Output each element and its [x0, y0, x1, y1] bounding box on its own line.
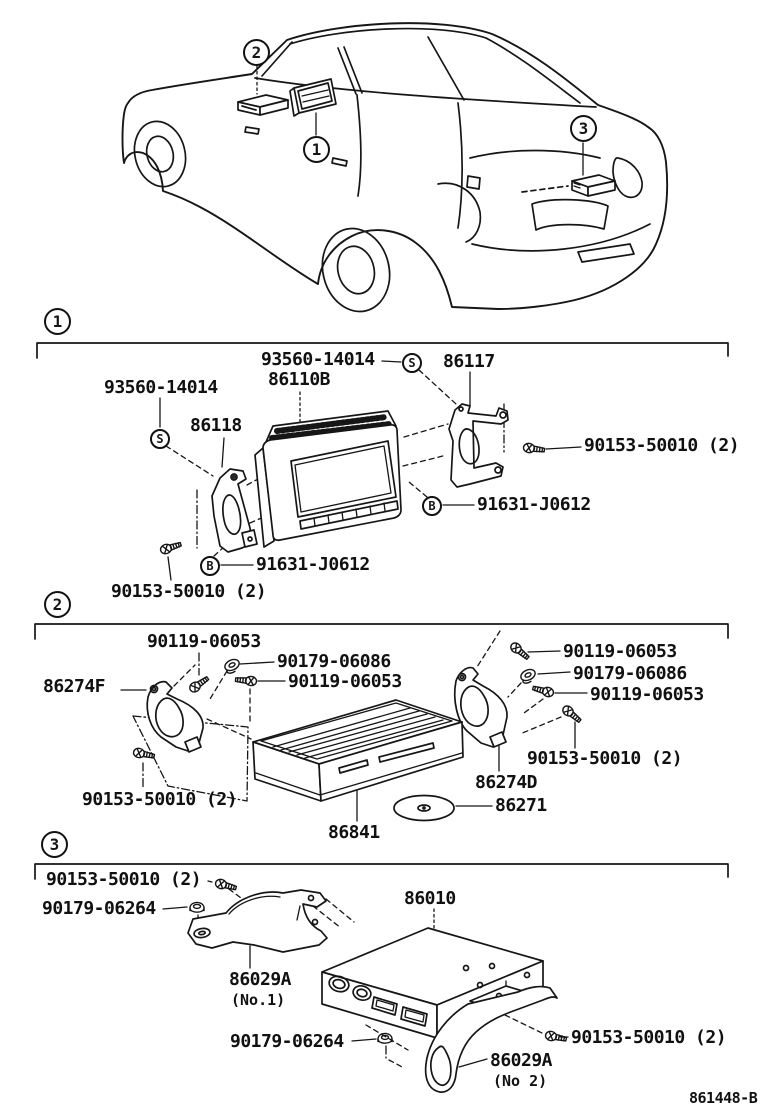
part-number-label: 86029A [229, 969, 292, 990]
bolt-icon [188, 674, 210, 694]
part-number-label: 86117 [443, 351, 495, 372]
part-number-label: 86274F [43, 676, 106, 697]
unit-86010 [322, 928, 543, 1038]
unit-86110b [255, 411, 401, 547]
part-number-label: 90153-50010 (2) [82, 789, 238, 810]
car-callout-2-number: 2 [251, 43, 262, 62]
figure-code: 861448-B [689, 1089, 758, 1107]
part-number-label: 86118 [190, 415, 242, 436]
part-number-label: 90153-50010 (2) [527, 748, 683, 769]
marker-letter: B [206, 559, 214, 573]
part-number-label: 90119-06053 [563, 641, 677, 662]
part-number-label: 90119-06053 [288, 671, 402, 692]
section-3-number: 3 [49, 835, 60, 854]
marker-letter: S [156, 432, 164, 446]
part-number-note: (No 2) [493, 1072, 548, 1090]
grommet-icon [519, 667, 538, 684]
part-number-label: 90153-50010 (2) [584, 435, 740, 456]
part-number-label: 90179-06086 [277, 651, 391, 672]
part-number-label: 93560-14014 [104, 377, 218, 398]
part-number-label: 90179-06086 [573, 663, 687, 684]
part-number-label: 86029A [490, 1050, 553, 1071]
part-number-label: 90179-06264 [230, 1031, 344, 1052]
fastener-marker-s [150, 429, 170, 449]
part-number-label: 91631-J0612 [256, 554, 370, 575]
car-callout-1 [303, 136, 330, 163]
fastener-marker-s [402, 353, 422, 373]
part-number-label: 93560-14014 [261, 349, 375, 370]
part-number-label: 91631-J0612 [477, 494, 591, 515]
part-number-label: 90179-06264 [42, 898, 156, 919]
front-wheel [128, 116, 192, 192]
trunk-unit-sketch [572, 175, 615, 196]
car-callout-3-number: 3 [578, 119, 589, 138]
bracket-86118 [212, 469, 257, 552]
part-number-label: 86274D [475, 772, 538, 793]
marker-letter: B [428, 499, 436, 513]
part-number-label: 90119-06053 [590, 684, 704, 705]
nut-icon [190, 902, 204, 912]
bolt-icon [545, 1030, 567, 1043]
section-1-number: 1 [52, 312, 63, 331]
fastener-marker-b [422, 496, 442, 516]
car-callout-3 [570, 115, 597, 142]
bolt-icon [523, 443, 545, 455]
car-callout-1-number: 1 [311, 140, 322, 159]
bolt-icon [159, 540, 182, 555]
bolt-icon [235, 675, 257, 686]
part-number-label: 90119-06053 [147, 631, 261, 652]
part-number-label: 86841 [328, 822, 380, 843]
section-2-marker [44, 591, 71, 618]
bolt-icon [532, 684, 555, 698]
car-illustration [123, 23, 668, 319]
marker-letter: S [408, 356, 416, 370]
part-number-label: 90153-50010 (2) [46, 869, 202, 890]
bracket-86029a-no1 [188, 890, 327, 952]
rear-wheel [314, 221, 398, 318]
fastener-marker-b [200, 556, 220, 576]
section-1-art [159, 361, 581, 580]
bolt-icon [509, 641, 531, 662]
section-2-number: 2 [52, 595, 63, 614]
unit-86841 [253, 700, 463, 801]
bolt-icon [214, 878, 237, 892]
part-number-label: 86271 [495, 795, 547, 816]
bolt-icon [133, 747, 155, 760]
part-number-label: 90153-50010 (2) [571, 1027, 727, 1048]
part-number-note: (No.1) [231, 991, 286, 1009]
section-1-marker [44, 308, 71, 335]
map-disc-86271 [394, 796, 454, 821]
nut-icon [378, 1033, 392, 1043]
part-number-label: 86010 [404, 888, 456, 909]
part-number-label: 86110B [268, 369, 331, 390]
dashboard-unit-sketch [238, 95, 288, 115]
bolt-icon [561, 704, 583, 725]
car-callout-2 [243, 39, 270, 66]
bracket-86117 [449, 404, 508, 487]
part-number-label: 90153-50010 (2) [111, 581, 267, 602]
section-3-marker [41, 831, 68, 858]
